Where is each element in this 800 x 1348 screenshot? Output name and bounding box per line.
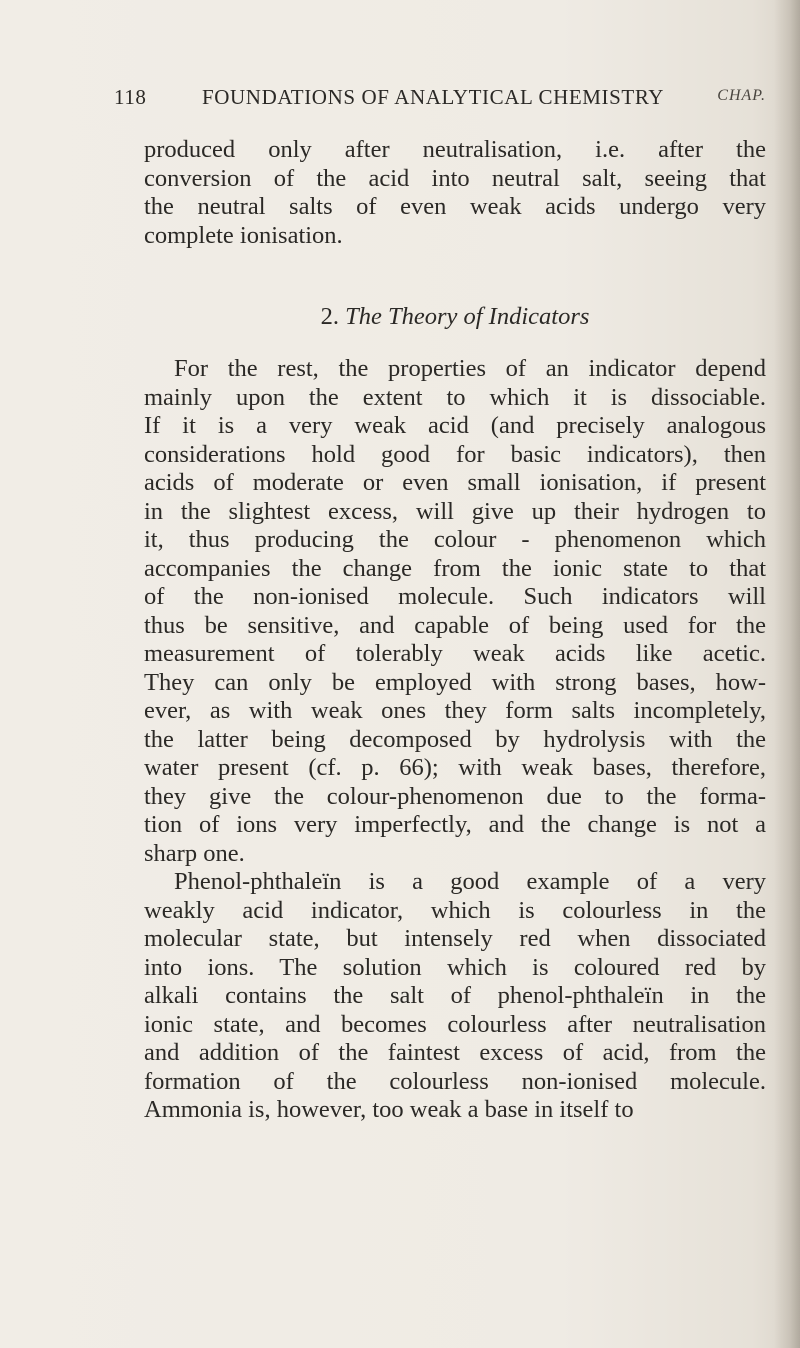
text-line: into ions. The solution which is coloured red by xyxy=(144,953,766,981)
text-line: tion of ions very imperfectly, and the change is not a xyxy=(144,811,766,838)
section-title: The Theory of Indicators xyxy=(345,303,590,330)
text-line: in the slightest excess, will give up their hydrogen to xyxy=(144,497,766,525)
text-line: they give the colour-phenomenon due to the forma- xyxy=(144,782,766,810)
text-line: accompanies the change from the ionic state to that xyxy=(144,554,766,582)
text-line: acids of moderate or even small ionisation, if present xyxy=(144,469,766,496)
body-text xyxy=(144,355,766,1125)
text-line: Phenol-phthaleïn is a good example of a very xyxy=(174,868,766,895)
text-line: weakly acid indicator, which is colourless in the xyxy=(144,896,766,924)
text-line: Ammonia is, however, too weak a base in itself to xyxy=(144,1096,634,1123)
paragraph-1 xyxy=(144,355,766,868)
text-line: sharp one. xyxy=(144,839,245,867)
running-header xyxy=(114,85,766,119)
section-heading xyxy=(144,303,766,332)
text-line: water present (cf. p. 66); with weak bases, therefore, xyxy=(144,754,766,781)
text-line: measurement of tolerably weak acids like acetic. xyxy=(144,640,766,667)
text-line: the latter being decomposed by hydrolysis with the xyxy=(144,725,766,753)
text-line: produced only after neutralisation, i.e. after the xyxy=(144,136,766,163)
section-number: 2. xyxy=(320,303,339,330)
text-line: If it is a very weak acid (and precisely analogous xyxy=(144,412,766,439)
text-line: conversion of the acid into neutral salt, seeing that xyxy=(144,164,766,192)
text-line: ionic state, and becomes colourless after neutralisation xyxy=(144,1010,766,1038)
page-number: 118 xyxy=(114,85,147,109)
text-line: considerations hold good for basic indicators), then xyxy=(144,440,766,468)
text-line: mainly upon the extent to which it is dissociable. xyxy=(144,383,766,411)
text-line: complete ionisation. xyxy=(144,221,343,249)
paragraph-continuation xyxy=(144,136,766,250)
text-line: of the non-ionised molecule. Such indicators will xyxy=(144,583,766,610)
text-line: it, thus producing the colour - phenomenon which xyxy=(144,526,766,553)
text-line: molecular state, but intensely red when dissociated xyxy=(144,925,766,952)
text-line: alkali contains the salt of phenol-phthaleïn in the xyxy=(144,982,766,1009)
text-line: formation of the colourless non-ionised molecule. xyxy=(144,1067,766,1095)
paragraph-2 xyxy=(144,868,766,1125)
text-line: For the rest, the properties of an indicator depend xyxy=(174,355,766,382)
text-line: and addition of the faintest excess of acid, from the xyxy=(144,1039,766,1066)
text-line: the neutral salts of even weak acids undergo very xyxy=(144,193,766,220)
running-head-title: FOUNDATIONS OF ANALYTICAL CHEMISTRY xyxy=(202,85,665,109)
chapter-abbrev: CHAP. xyxy=(717,87,766,104)
text-line: They can only be employed with strong bases, how- xyxy=(144,668,766,696)
text-line: thus be sensitive, and capable of being used for the xyxy=(144,611,766,639)
page-edge-shadow xyxy=(774,0,800,1348)
text-line: ever, as with weak ones they form salts incompletely, xyxy=(144,697,766,724)
